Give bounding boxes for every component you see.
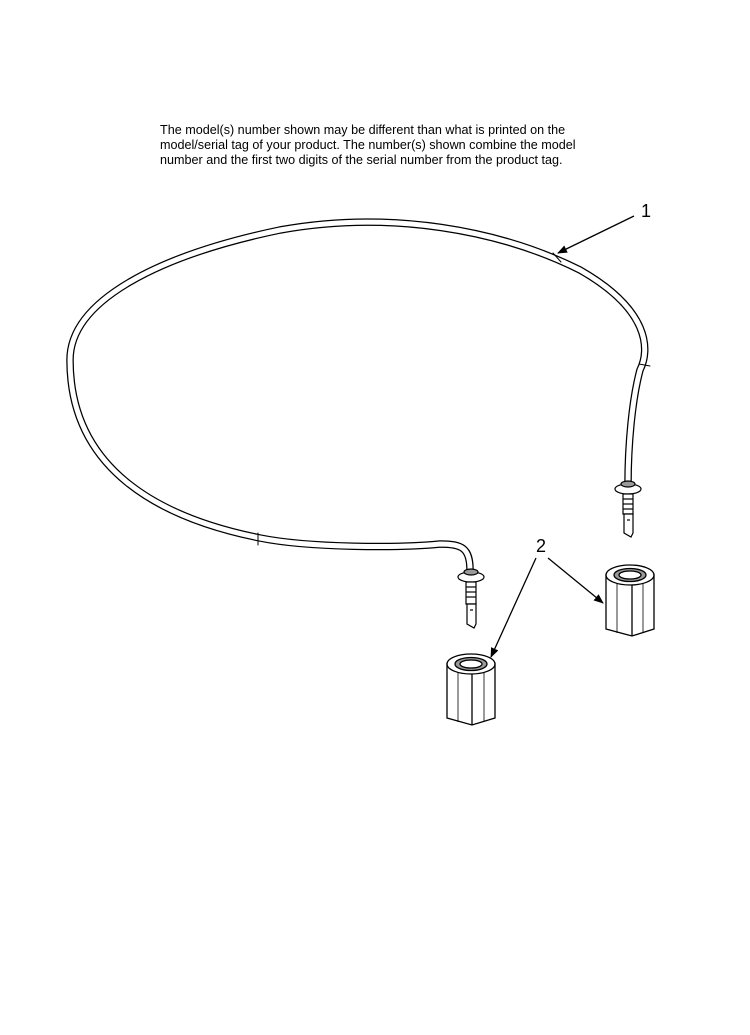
callout-1 (558, 201, 651, 253)
disclaimer-line: model/serial tag of your product. The number(s) shown combine the model (160, 138, 576, 152)
callout-2 (491, 536, 603, 657)
hex-nut-right (606, 565, 654, 636)
leader-arrow-icon (558, 216, 634, 253)
hex-nut-left (447, 654, 495, 725)
disclaimer-line: The model(s) number shown may be different than what is printed on the (160, 123, 566, 137)
element-terminal-right (615, 481, 641, 537)
heating-element (70, 222, 650, 570)
callout-number-1: 1 (641, 201, 652, 221)
leader-arrow-icon (491, 558, 536, 657)
callout-number-2: 2 (536, 536, 547, 556)
disclaimer-line: number and the first two digits of the serial number from the product tag. (160, 153, 563, 167)
leader-arrow-icon (548, 558, 603, 603)
element-terminal-left (458, 569, 484, 628)
